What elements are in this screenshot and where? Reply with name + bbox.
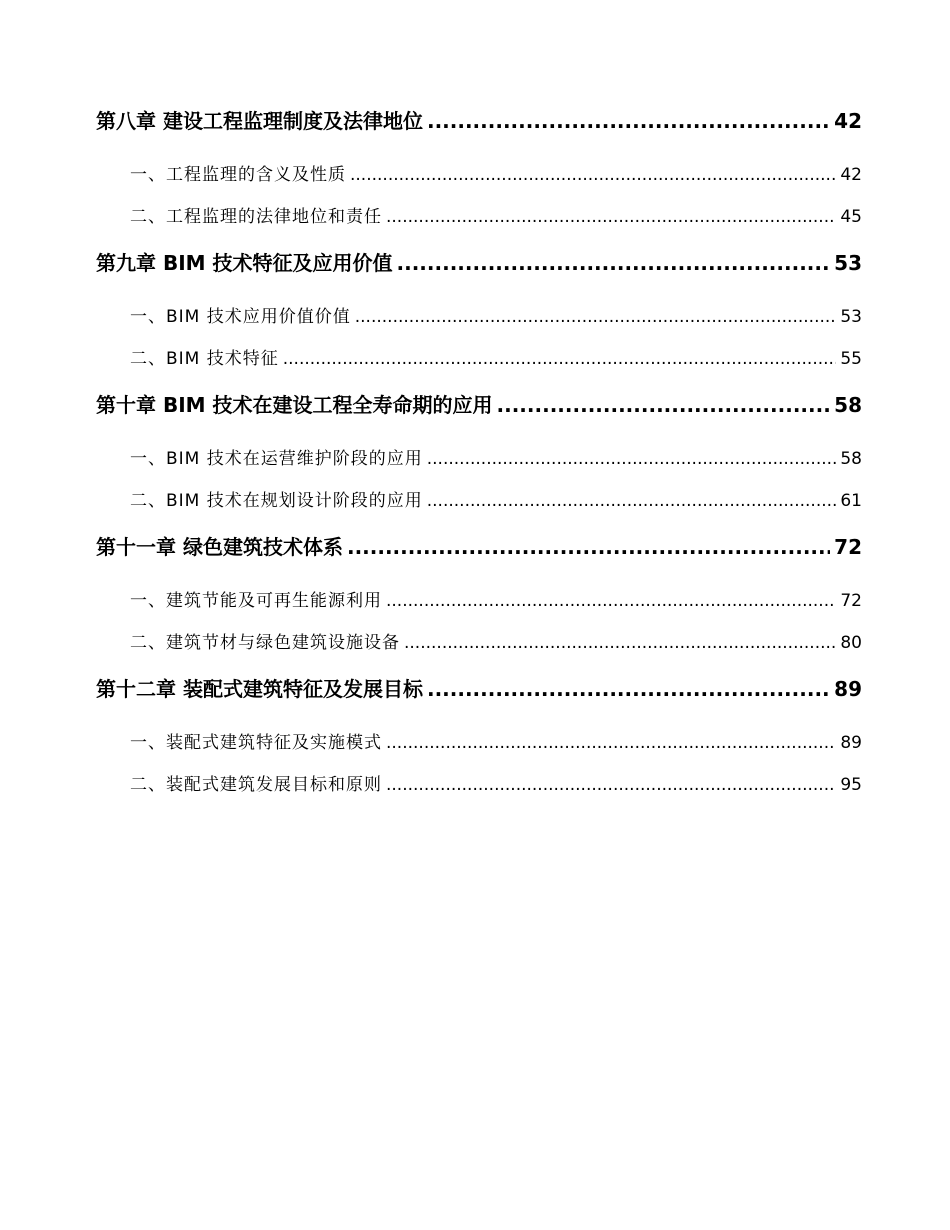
toc-section-entry[interactable] bbox=[96, 580, 862, 622]
dot-leader bbox=[283, 338, 837, 380]
dot-leader bbox=[397, 244, 831, 282]
dot-leader bbox=[386, 196, 836, 238]
section-number: 一、 bbox=[130, 733, 166, 753]
section-title: BIM 技术应用价值价值 bbox=[166, 307, 351, 327]
toc-section-entry[interactable] bbox=[96, 154, 862, 196]
section-title: BIM 技术在运营维护阶段的应用 bbox=[166, 449, 423, 469]
dot-leader bbox=[386, 580, 836, 622]
toc-section-entry[interactable] bbox=[96, 722, 862, 764]
page-number: 89 bbox=[834, 677, 862, 701]
section-number: 一、 bbox=[130, 165, 166, 185]
dot-leader bbox=[350, 154, 836, 196]
section-number: 一、 bbox=[130, 449, 166, 469]
toc-section-entry[interactable] bbox=[96, 296, 862, 338]
toc-section-entry[interactable] bbox=[96, 622, 862, 664]
page-number: 58 bbox=[834, 393, 862, 417]
dot-leader bbox=[427, 480, 837, 522]
page-number: 72 bbox=[840, 591, 862, 611]
dot-leader bbox=[355, 296, 837, 338]
page-number: 53 bbox=[834, 251, 862, 275]
dot-leader bbox=[497, 386, 831, 424]
dot-leader bbox=[427, 102, 830, 140]
toc-chapter-entry[interactable] bbox=[96, 102, 862, 140]
section-number: 二、 bbox=[130, 349, 166, 369]
section-title: 建筑节能及可再生能源利用 bbox=[166, 591, 382, 611]
toc-chapter-entry[interactable] bbox=[96, 528, 862, 566]
page-number: 58 bbox=[840, 449, 862, 469]
toc-section-entry[interactable] bbox=[96, 480, 862, 522]
section-number: 二、 bbox=[130, 775, 166, 795]
section-title: 装配式建筑特征及实施模式 bbox=[166, 733, 382, 753]
section-title: 工程监理的法律地位和责任 bbox=[166, 207, 382, 227]
toc-chapter-entry[interactable] bbox=[96, 244, 862, 282]
dot-leader bbox=[386, 764, 836, 806]
section-number: 二、 bbox=[130, 491, 166, 511]
chapter-title: 第十一章 绿色建筑技术体系 bbox=[96, 535, 343, 559]
table-of-contents bbox=[96, 102, 862, 806]
toc-section-entry[interactable] bbox=[96, 438, 862, 480]
page-number: 42 bbox=[834, 109, 862, 133]
section-number: 二、 bbox=[130, 633, 166, 653]
page-number: 89 bbox=[840, 733, 862, 753]
section-title: 建筑节材与绿色建筑设施设备 bbox=[166, 633, 400, 653]
page-number: 42 bbox=[840, 165, 862, 185]
page-number: 53 bbox=[840, 307, 862, 327]
page-number: 61 bbox=[840, 491, 862, 511]
section-number: 一、 bbox=[130, 591, 166, 611]
dot-leader bbox=[427, 670, 830, 708]
dot-leader bbox=[427, 438, 837, 480]
section-title: 装配式建筑发展目标和原则 bbox=[166, 775, 382, 795]
dot-leader bbox=[386, 722, 836, 764]
section-title: 工程监理的含义及性质 bbox=[166, 165, 346, 185]
section-number: 一、 bbox=[130, 307, 166, 327]
toc-section-entry[interactable] bbox=[96, 338, 862, 380]
toc-section-entry[interactable] bbox=[96, 196, 862, 238]
section-title: BIM 技术在规划设计阶段的应用 bbox=[166, 491, 423, 511]
toc-chapter-entry[interactable] bbox=[96, 386, 862, 424]
page-number: 72 bbox=[834, 535, 862, 559]
chapter-title: 第十二章 装配式建筑特征及发展目标 bbox=[96, 677, 423, 701]
toc-chapter-entry[interactable] bbox=[96, 670, 862, 708]
section-title: BIM 技术特征 bbox=[166, 349, 279, 369]
page-number: 95 bbox=[840, 775, 862, 795]
page-number: 45 bbox=[840, 207, 862, 227]
page-number: 55 bbox=[840, 349, 862, 369]
chapter-title: 第八章 建设工程监理制度及法律地位 bbox=[96, 109, 423, 133]
dot-leader bbox=[404, 622, 836, 664]
page-number: 80 bbox=[840, 633, 862, 653]
chapter-title: 第十章 BIM 技术在建设工程全寿命期的应用 bbox=[96, 393, 493, 417]
chapter-title: 第九章 BIM 技术特征及应用价值 bbox=[96, 251, 393, 275]
section-number: 二、 bbox=[130, 207, 166, 227]
toc-section-entry[interactable] bbox=[96, 764, 862, 806]
dot-leader bbox=[347, 528, 830, 566]
